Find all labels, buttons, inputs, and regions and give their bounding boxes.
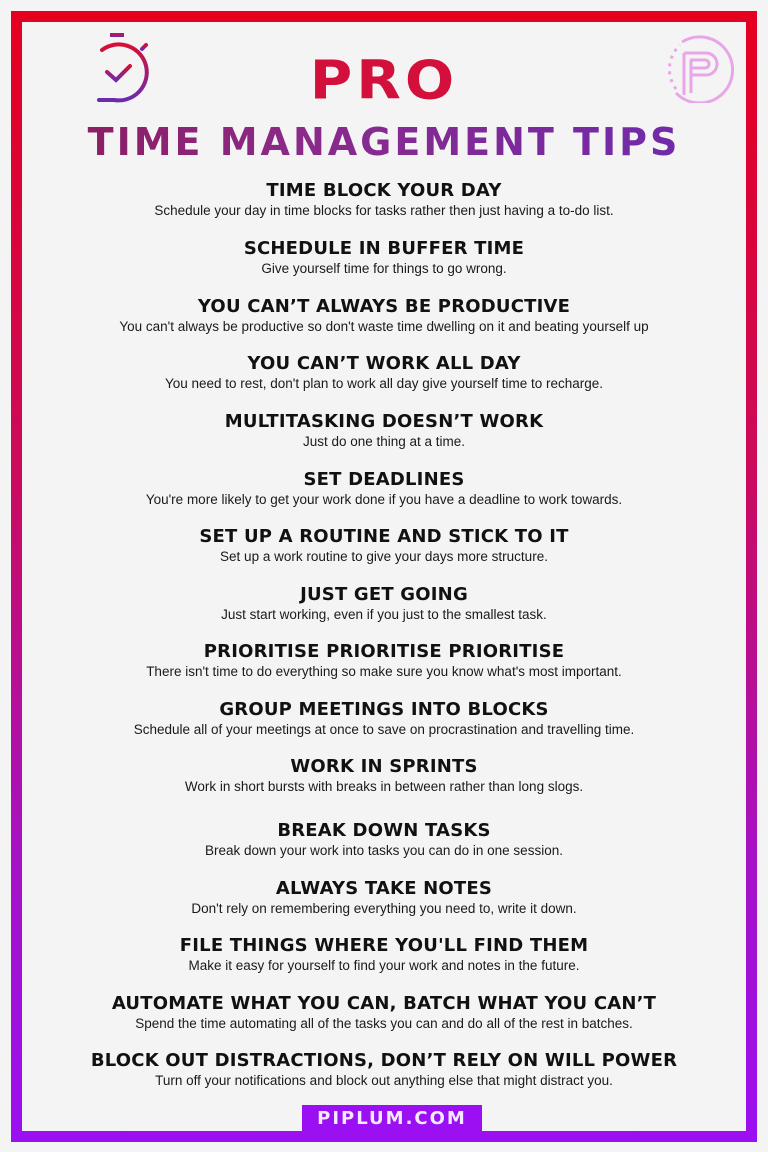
tip-title: YOU CAN’T ALWAYS BE PRODUCTIVE bbox=[197, 296, 571, 317]
tip-item bbox=[22, 296, 746, 335]
tip-description: Spend the time automating all of the tasks you can and do all of the rest in batches. bbox=[135, 1016, 633, 1031]
tip-item bbox=[22, 1050, 746, 1089]
tip-description: Set up a work routine to give your days more structure. bbox=[220, 549, 548, 564]
tip-description: Work in short bursts with breaks in between rather than long slogs. bbox=[184, 779, 584, 794]
tip-title: MULTITASKING DOESN’T WORK bbox=[224, 411, 544, 432]
tip-title: SET DEADLINES bbox=[303, 469, 465, 490]
tip-title: BREAK DOWN TASKS bbox=[277, 820, 491, 841]
tip-description: Turn off your notifications and block out anything else that might distract you. bbox=[155, 1073, 613, 1088]
tip-description: Just start working, even if you just to the smallest task. bbox=[221, 607, 547, 622]
tip-item bbox=[22, 353, 746, 392]
website-badge: PIPLUM.COM bbox=[302, 1105, 482, 1132]
tip-description: Make it easy for yourself to find your work and notes in the future. bbox=[188, 958, 580, 973]
tip-title: PRIORITISE PRIORITISE PRIORITISE bbox=[203, 641, 565, 662]
page-subtitle: TIME MANAGEMENT TIPS bbox=[0, 120, 768, 164]
tip-description: Break down your work into tasks you can do in one session. bbox=[205, 843, 563, 858]
tip-item bbox=[22, 935, 746, 974]
tip-title: SCHEDULE IN BUFFER TIME bbox=[243, 238, 525, 259]
tip-description: You need to rest, don't plan to work all day give yourself time to recharge. bbox=[164, 376, 604, 391]
tip-description: Give yourself time for things to go wrong. bbox=[261, 261, 507, 276]
tip-item bbox=[22, 699, 746, 738]
tip-item bbox=[22, 756, 746, 795]
tip-item bbox=[22, 820, 746, 859]
tip-title: ALWAYS TAKE NOTES bbox=[275, 878, 493, 899]
tip-description: There isn't time to do everything so make sure you know what's most important. bbox=[146, 664, 622, 679]
tip-title: FILE THINGS WHERE YOU'LL FIND THEM bbox=[179, 935, 589, 956]
tip-item bbox=[22, 469, 746, 508]
tip-item bbox=[22, 526, 746, 565]
tip-title: AUTOMATE WHAT YOU CAN, BATCH WHAT YOU CAN’T bbox=[111, 993, 657, 1014]
tip-item bbox=[22, 641, 746, 680]
tip-item bbox=[22, 993, 746, 1032]
tip-title: WORK IN SPRINTS bbox=[290, 756, 478, 777]
tip-description: You're more likely to get your work done if you have a deadline to work towards. bbox=[145, 492, 623, 507]
tip-item bbox=[22, 180, 746, 219]
tip-title: JUST GET GOING bbox=[300, 584, 468, 605]
tip-item bbox=[22, 238, 746, 277]
tip-title: YOU CAN’T WORK ALL DAY bbox=[247, 353, 521, 374]
page-title: PRO bbox=[309, 48, 459, 112]
tip-title: TIME BLOCK YOUR DAY bbox=[266, 180, 502, 201]
tip-description: Don't rely on remembering everything you need to, write it down. bbox=[191, 901, 577, 916]
tip-title: BLOCK OUT DISTRACTIONS, DON’T RELY ON WILL POWER bbox=[90, 1050, 678, 1071]
tip-description: Just do one thing at a time. bbox=[302, 434, 466, 449]
tip-item bbox=[22, 584, 746, 623]
tip-item bbox=[22, 411, 746, 450]
tip-description: Schedule all of your meetings at once to save on procrastination and travelling time. bbox=[133, 722, 635, 737]
tip-item bbox=[22, 878, 746, 917]
tip-description: You can't always be productive so don't waste time dwelling on it and beating yourself up bbox=[119, 319, 649, 334]
tip-title: GROUP MEETINGS INTO BLOCKS bbox=[219, 699, 549, 720]
tip-description: Schedule your day in time blocks for tasks rather then just having a to-do list. bbox=[154, 203, 614, 218]
tip-title: SET UP A ROUTINE AND STICK TO IT bbox=[199, 526, 569, 547]
